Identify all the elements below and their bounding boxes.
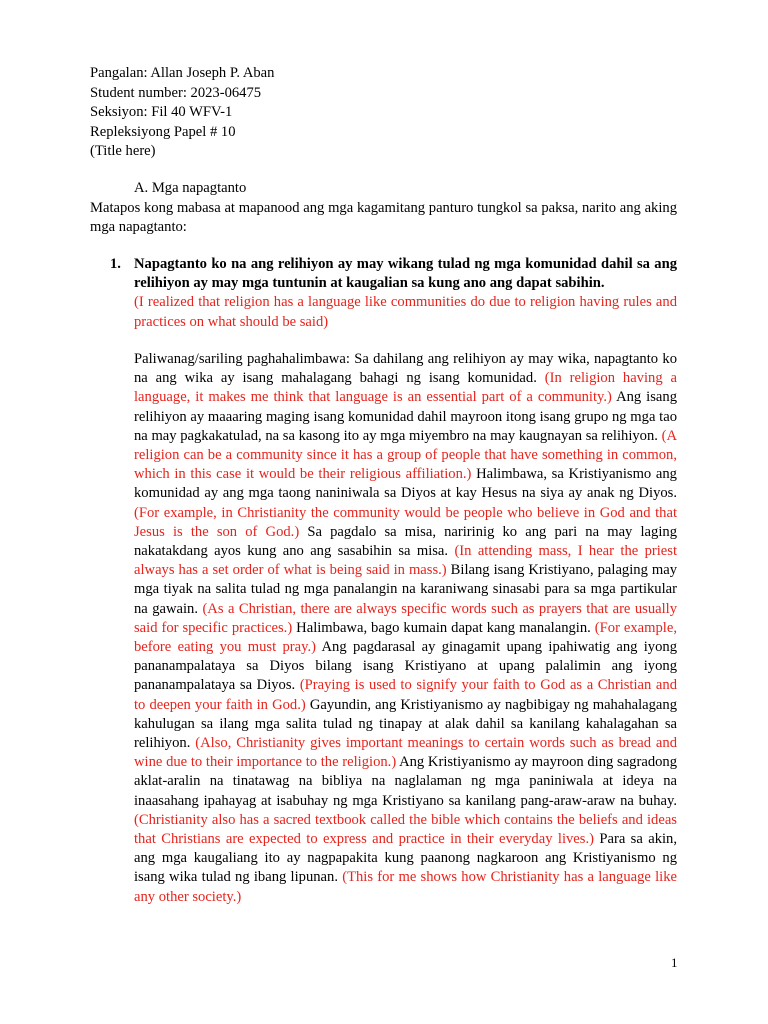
explanation-translation: (Also, Christianity gives important meanings to certain words such as bread and wine due to their importance to the religion.)	[134, 735, 677, 771]
intro-paragraph: Matapos kong mabasa at mapanood ang mga kagamitang panturo tungkol sa paksa, narito ang aking mga napagtanto:	[90, 200, 677, 236]
student-number: Student number: 2023-06475	[90, 84, 262, 101]
explanation-sentence: Ang isang relihiyon ay maaaring maging isang komunidad dahil mayroon itong isang grupo ng mga tao na may pagkakatulad, na sa kasong ito ay mga miyembro na may kaugnayan sa relihiyon.	[134, 389, 677, 444]
explanation-sentence: Halimbawa, sa Kristiyanismo ang komunidad ay ang mga taong naniniwala sa Diyos at kay Hesus na siya ay anak ng Diyos.	[134, 466, 677, 502]
explanation-translation: (Christianity also has a sacred textbook called the bible which contains the beliefs and ideas that Christians are expected to express and practice in their everyday lives.)	[134, 811, 677, 848]
explanation-sentence: Halimbawa, bago kumain dapat kang manalangin.	[296, 619, 591, 636]
explanation-translation: (For example, in Christianity the community would be people who believe in God and that Jesus is the son of God.)	[134, 504, 677, 540]
explanation-translation: (As a Christian, there are always specific words such as prayers that are usually said for specific practices.)	[134, 600, 677, 636]
explanation-translation: (In religion having a language, it makes me think that language is an essential part of a community.)	[134, 370, 677, 406]
class-section: Seksiyon: Fil 40 WFV-1	[90, 104, 233, 121]
document-header	[90, 64, 274, 162]
explanation-sentence: Sa pagdalo sa misa, naririnig ko ang pari na may laging nakatakdang ayos kung ano ang sasabihin sa misa.	[134, 523, 677, 560]
explanation-translation: (A religion can be a community since it has a group of people that have something in common, which in this case it would be their religious affiliation.)	[134, 427, 677, 483]
realization-translation: (I realized that religion has a language like communities do due to religion having rules and practices on what should be said)	[134, 294, 677, 330]
explanation-translation: (In attending mass, I hear the priest always has a set order of what is being said in mass.)	[134, 543, 678, 579]
list-item-number: 1.	[110, 256, 121, 272]
list-item-body	[134, 255, 677, 332]
explanation-sentence: Para sa akin, ang mga kaugaliang ito ay nagpapakita kung paanong nagkaroon ang Kristiyanismo ng isang wika tulad ng ibang lipunan.	[134, 831, 677, 886]
explanation-paragraph	[134, 350, 677, 907]
explanation-translation: (This for me shows how Christianity has a language like any other society.)	[134, 869, 677, 905]
paper-number: Repleksiyong Papel # 10	[90, 123, 236, 140]
explanation-sentence: Paliwanag/sariling paghahalimbawa: Sa dahilang ang relihiyon ay may wika, napagtanto ko na ang wika ay isang mahalagang bahagi ng isang komunidad.	[134, 351, 677, 387]
page-number: 1	[671, 955, 678, 970]
explanation-translation: (Praying is used to signify your faith to God as a Christian and to deepen your faith in God.)	[134, 677, 677, 713]
explanation-sentence: Ang Kristiyanismo ay mayroon ding sagradong aklat-aralin na tinatawag na bibliya na naglalaman ng mga paniniwala at ideya na inaasahang ipahayag at isabuhay ng mga Kristiyano sa kanilang pang-araw-araw na buhay.	[134, 754, 678, 809]
realization-statement: Napagtanto ko na ang relihiyon ay may wikang tulad ng mga komunidad dahil sa ang relihiyon ay may mga tuntunin at kaugalian sa kung ano ang dapat sabihin.	[134, 256, 677, 292]
explanation-sentence: Gayundin, ang Kristiyanismo ay nagbibigay ng mahahalagang kahulugan sa ilang mga salita tulad ng tinapay at alak dahil sa kanilang kahalagahan sa relihiyon.	[134, 696, 678, 752]
explanation-sentence: Bilang isang Kristiyano, palaging may mga tiyak na salita tulad ng mga panalangin na karaniwang sinasabi para sa mga partikular na gawain.	[134, 562, 677, 617]
explanation-translation: (For example, before eating you must pray.)	[134, 619, 677, 656]
title-placeholder: (Title here)	[90, 143, 156, 160]
section-heading: A. Mga napagtanto	[134, 180, 247, 196]
student-name: Pangalan: Allan Joseph P. Aban	[90, 65, 275, 81]
explanation-sentence: Ang pagdarasal ay ginagamit upang ipahiwatig ang iyong pananampalataya sa Diyos bilang isang Kristiyano at upang palalimin ang iyong pananampalataya sa Diyos.	[134, 639, 677, 694]
